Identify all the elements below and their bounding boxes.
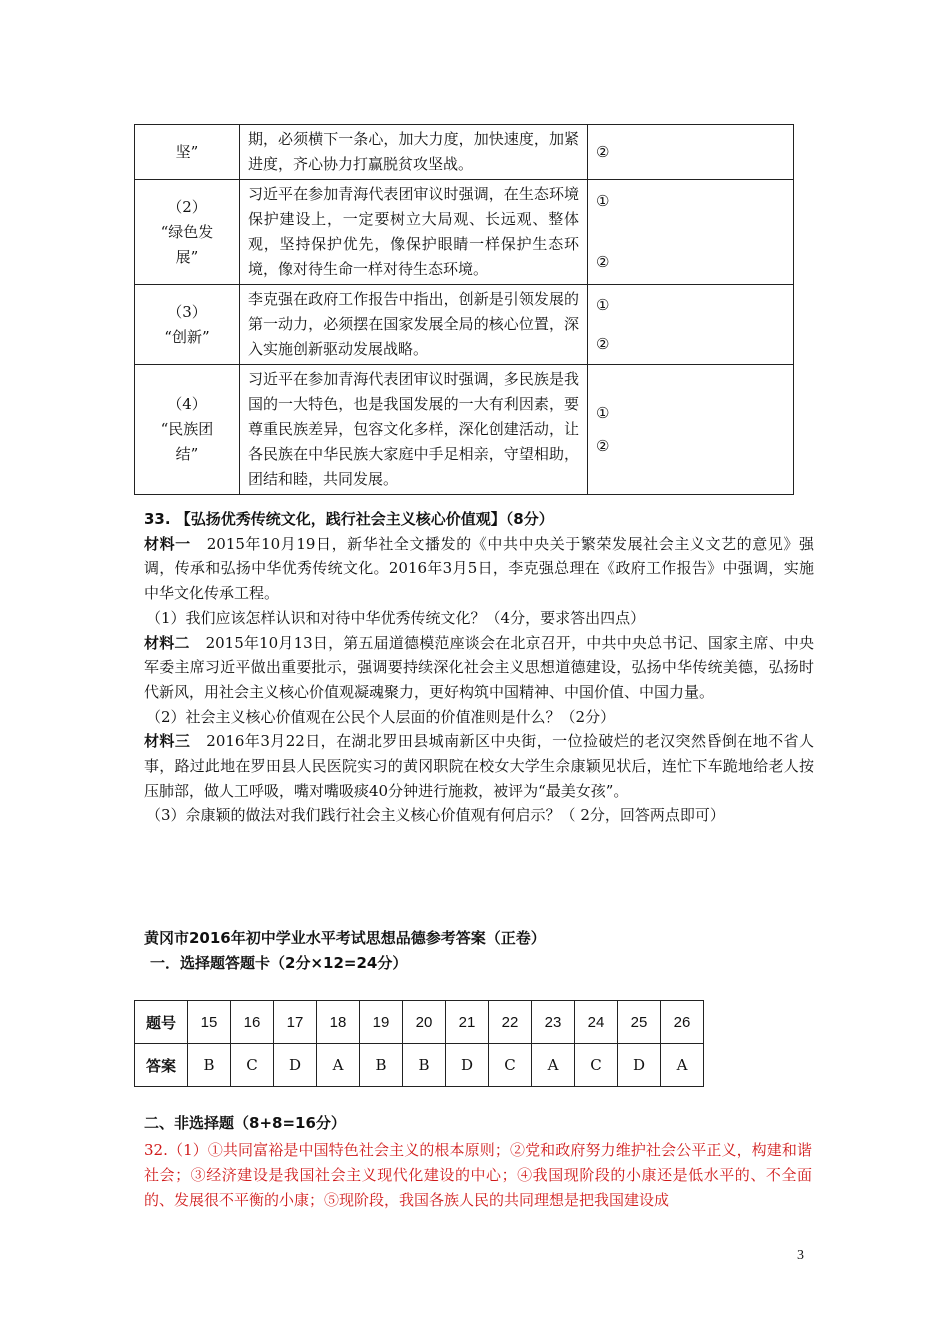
topic-cell	[135, 285, 240, 365]
answer-cell: B	[360, 1044, 403, 1087]
mark-cell	[588, 180, 794, 285]
q32-table	[134, 124, 794, 495]
sub-question-1: （1）我们应该怎样认识和对待中华优秀传统文化？（4分，要求答出四点）	[146, 608, 646, 627]
sub-question-2: （2）社会主义核心价值观在公民个人层面的价值准则是什么？（2分）	[146, 707, 616, 726]
table-row	[135, 180, 794, 285]
circle-mark: ②	[596, 142, 610, 161]
row-label: 答案	[135, 1044, 188, 1087]
material-text: 2015年10月19日，新华社全文播发的《中共中央关于繁荣发展社会主义文艺的意见》强调，传承和弘扬中华优秀传统文化。2016年3月5日，李克强总理在《政府工作报告》中强调，实施中华文化传承工程。	[144, 534, 814, 603]
question-number-cell: 16	[231, 1001, 274, 1044]
question-number-cell: 22	[489, 1001, 532, 1044]
answer-cell: C	[489, 1044, 532, 1087]
question-number-cell: 15	[188, 1001, 231, 1044]
topic-number: （3）	[167, 302, 207, 321]
table-row	[135, 365, 794, 495]
answer-cell: C	[575, 1044, 618, 1087]
circle-mark: ①	[596, 192, 610, 210]
answer-cell: B	[188, 1044, 231, 1087]
question-number-cell: 17	[274, 1001, 317, 1044]
question-title: 33. 【弘扬优秀传统文化，践行社会主义核心价值观】（8分）	[144, 510, 554, 528]
question-number-cell: 18	[317, 1001, 360, 1044]
circle-mark: ②	[596, 334, 610, 353]
answer-cell: A	[661, 1044, 704, 1087]
question-number-cell: 23	[532, 1001, 575, 1044]
answer-cell: D	[274, 1044, 317, 1087]
material-3	[144, 729, 814, 803]
topic-cell	[135, 365, 240, 495]
answer-cell: A	[532, 1044, 575, 1087]
topic-cell: 坚”	[135, 125, 240, 180]
material-text: 2015年10月13日，第五届道德模范座谈会在北京召开，中共中央总书记、国家主席、中央军委主席习近平做出重要批示，强调要持续深化社会主义思想道德建设，弘扬中华传统美德，弘扬时代新风，用社会主义核心价值观凝魂聚力，更好构筑中国精神、中国价值、中国力量。	[144, 633, 814, 701]
circle-mark: ①	[596, 403, 610, 422]
material-2	[144, 631, 814, 705]
circle-mark: ①	[596, 295, 610, 314]
text-cell: 李克强在政府工作报告中指出，创新是引领发展的第一动力，必须摆在国家发展全局的核心位置，深入实施创新驱动发展战略。	[239, 285, 587, 365]
mark-cell	[588, 285, 794, 365]
text-cell: 期，必须横下一条心，加大力度，加快速度，加紧进度，齐心协力打赢脱贫攻坚战。	[239, 125, 587, 180]
topic-name: “民族团 结”	[160, 420, 214, 463]
topic-cell	[135, 180, 240, 285]
question-number-cell: 19	[360, 1001, 403, 1044]
topic-number: （4）	[167, 395, 207, 413]
answer-cell: A	[317, 1044, 360, 1087]
question-number-cell: 21	[446, 1001, 489, 1044]
circle-mark: ②	[596, 253, 610, 271]
answer-cell: D	[446, 1044, 489, 1087]
answer-cell: B	[403, 1044, 446, 1087]
text-cell: 习近平在参加青海代表团审议时强调，多民族是我国的一大特色，也是我国发展的一大有利因素，要尊重民族差异，包容文化多样，深化创建活动，让各民族在中华民族大家庭中手足相亲，守望相助，团结和睦，共同发展。	[239, 365, 587, 495]
question-number-cell: 25	[618, 1001, 661, 1044]
answer-cell: C	[231, 1044, 274, 1087]
answer-card-table	[134, 1000, 704, 1087]
material-text: 2016年3月22日，在湖北罗田县城南新区中央街，一位捡破烂的老汉突然昏倒在地不省人事，路过此地在罗田县人民医院实习的黄冈职院在校女大学生佘康颖见状后，连忙下车跪地给老人按压肺部，做人工呼吸，嘴对嘴吸痰40分钟进行施救，被评为“最美女孩”。	[144, 732, 814, 800]
circle-mark: ②	[596, 436, 610, 455]
topic-number: （2）	[167, 197, 207, 216]
table-row	[135, 125, 794, 180]
topic-name: “绿色发 展”	[160, 222, 214, 266]
answer-cell: D	[618, 1044, 661, 1087]
question-number-cell: 20	[403, 1001, 446, 1044]
page-number: 3	[797, 1248, 804, 1263]
row-label: 题号	[135, 1001, 188, 1044]
material-label: 材料三	[144, 732, 191, 751]
mark-cell	[588, 125, 794, 180]
part1-heading: 一．选择题答题卡（2分×12=24分）	[150, 954, 408, 972]
material-label: 材料一	[144, 534, 191, 553]
answer-row	[135, 1044, 704, 1087]
number-row	[135, 1001, 704, 1044]
sub-question-3: （3）佘康颖的做法对我们践行社会主义核心价值观有何启示？（ 2分，回答两点即可）	[146, 806, 725, 825]
answer-key-title: 黄冈市2016年初中学业水平考试思想品德参考答案（正卷）	[144, 929, 546, 947]
material-label: 材料二	[144, 633, 190, 652]
question-number-cell: 26	[661, 1001, 704, 1044]
table-row	[135, 285, 794, 365]
mark-cell	[588, 365, 794, 495]
material-1	[144, 532, 814, 606]
question-33	[144, 507, 814, 828]
topic-name: “创新”	[164, 327, 210, 346]
text-cell: 习近平在参加青海代表团审议时强调，在生态环境保护建设上，一定要树立大局观、长远观、整体观，坚持保护优先，像保护眼睛一样保护生态环境，像对待生命一样对待生态环境。	[239, 180, 587, 285]
question-number-cell: 24	[575, 1001, 618, 1044]
part2-heading: 二、非选择题（8+8=16分）	[144, 1114, 346, 1132]
q32-answer: 32.（1）①共同富裕是中国特色社会主义的根本原则；②党和政府努力维护社会公平正义，构建和谐社会；③经济建设是我国社会主义现代化建设的中心；④我国现阶段的小康还是低水平的、不全面的、发展很不平衡的小康；⑤现阶段，我国各族人民的共同理想是把我国建设成	[144, 1141, 812, 1209]
